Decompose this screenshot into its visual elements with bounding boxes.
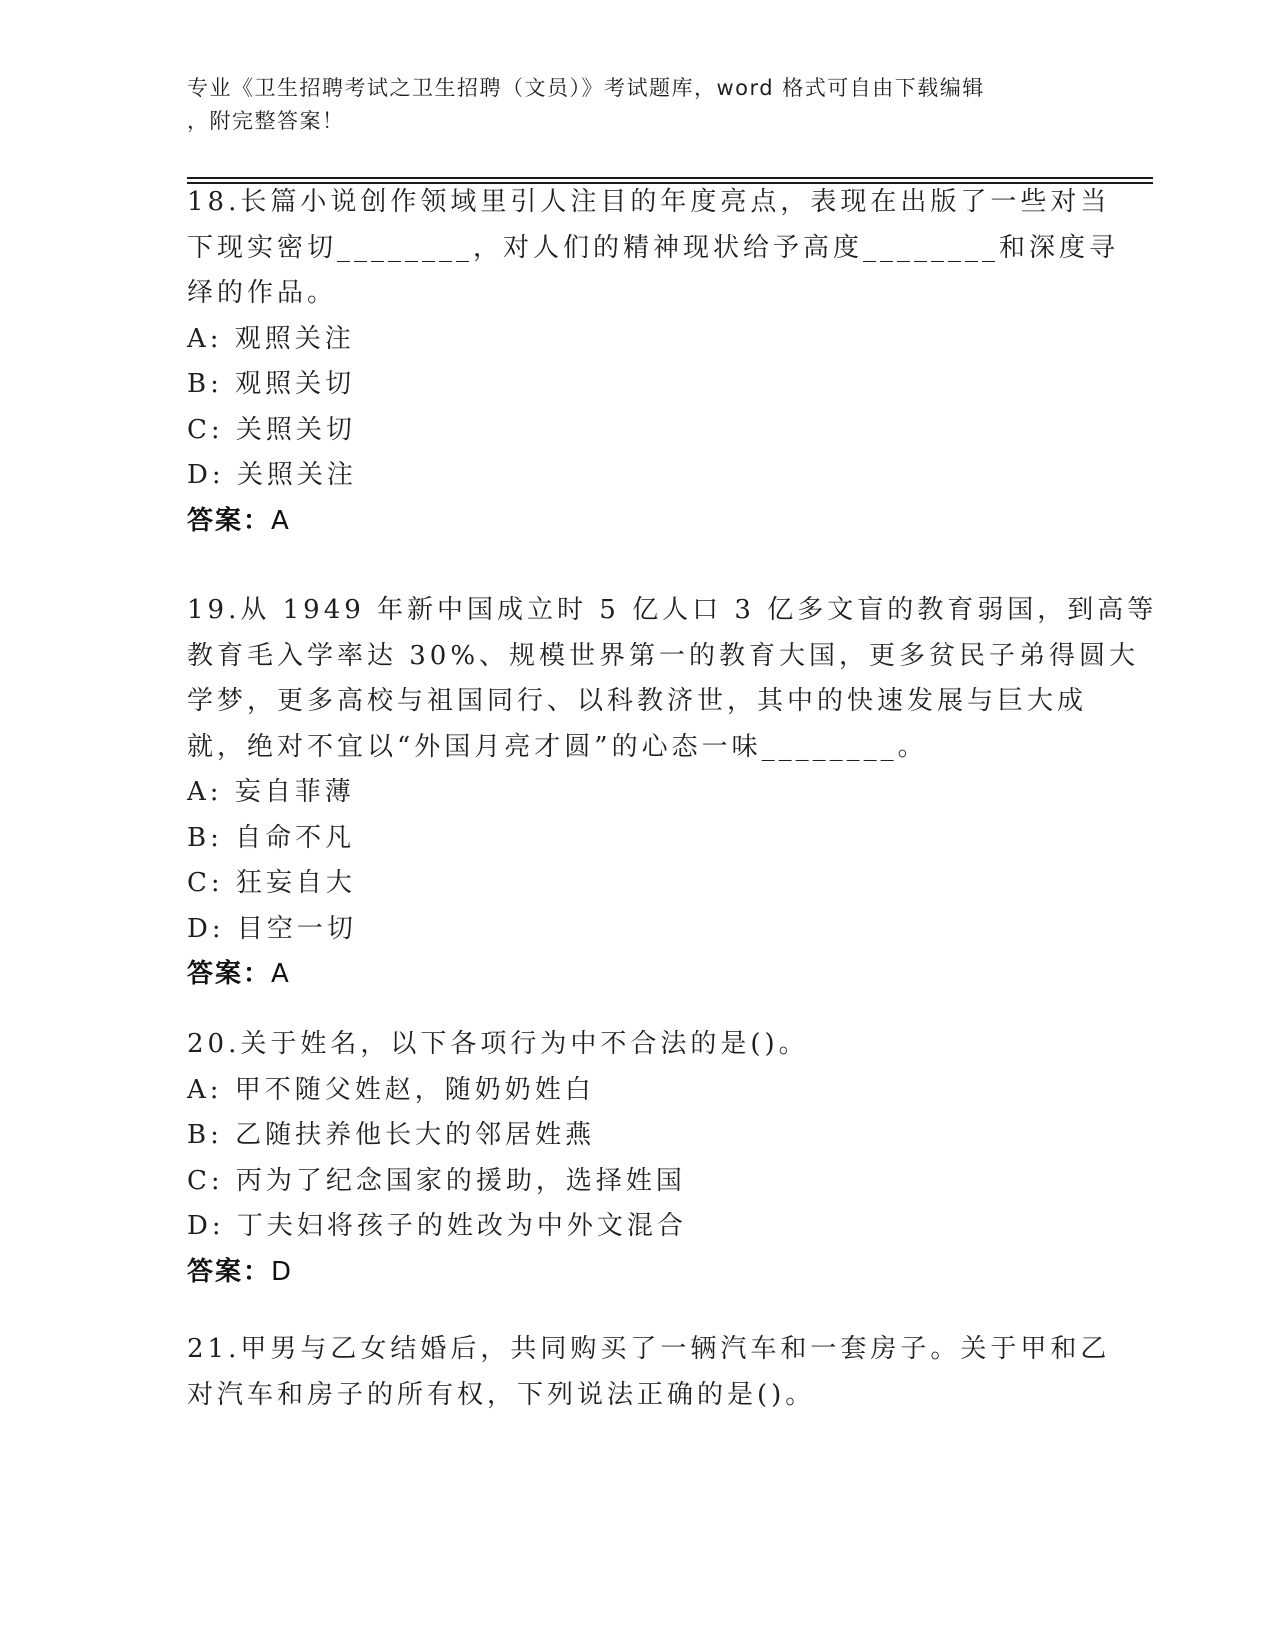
header-divider <box>187 177 1153 179</box>
answer-label: 答案： <box>187 959 272 989</box>
answer-line <box>187 1250 1087 1296</box>
answer-label: 答案： <box>187 505 272 536</box>
question-line: 21.甲男与乙女结婚后，共同购买了一辆汽车和一套房子。关于甲和乙 <box>187 1334 1111 1364</box>
question-line: 学梦，更多高校与祖国同行、以科教济世，其中的快速发展与巨大成 <box>187 686 1088 716</box>
option-d: D: 目空一切 <box>187 913 357 944</box>
question-line: 绎的作品。 <box>187 278 338 308</box>
option-b: B: 乙随扶养他长大的邻居姓燕 <box>187 1120 596 1150</box>
question-line: 教育毛入学率达 30%、规模世界第一的教育大国，更多贫民子弟得圆大 <box>187 640 1140 671</box>
question-line: 就，绝对不宜以“外国月亮才圆”的心态一味________。 <box>187 731 928 762</box>
answer-value: A <box>271 959 291 989</box>
question-18 <box>187 180 1120 544</box>
question-21 <box>187 1327 1111 1418</box>
question-line: 下现实密切________，对人们的精神现状给予高度________和深度寻 <box>187 232 1120 263</box>
option-a: A: 甲不随父姓赵，随奶奶姓白 <box>187 1074 595 1105</box>
question-19 <box>187 588 1158 998</box>
question-text <box>187 588 1158 770</box>
header-line: 专业《卫生招聘考试之卫生招聘（文员）》考试题库，word 格式可自由下载编辑 <box>187 76 985 100</box>
question-20 <box>187 1022 1087 1295</box>
answer-line <box>187 499 1087 545</box>
question-line: 20.关于姓名，以下各项行为中不合法的是()。 <box>187 1029 809 1059</box>
answer-value: A <box>271 505 291 536</box>
question-line: 对汽车和房子的所有权，下列说法正确的是()。 <box>187 1379 816 1410</box>
option-c: C: 狂妄自大 <box>187 868 356 898</box>
option-c: C: 丙为了纪念国家的援助，选择姓国 <box>187 1165 686 1196</box>
option-c: C: 关照关切 <box>187 414 356 445</box>
answer-value: D <box>271 1256 294 1287</box>
option-a: A: 观照关注 <box>187 323 355 354</box>
page-header <box>187 72 1067 138</box>
option-b: B: 观照关切 <box>187 369 356 399</box>
option-b: B: 自命不凡 <box>187 822 356 853</box>
answer-line <box>187 952 1087 998</box>
option-a: A: 妄自菲薄 <box>187 777 355 807</box>
question-text <box>187 1022 1087 1068</box>
option-d: D: 丁夫妇将孩子的姓改为中外文混合 <box>187 1211 687 1241</box>
question-line: 18.长篇小说创作领域里引人注目的年度亮点，表现在出版了一些对当 <box>187 187 1111 217</box>
question-text <box>187 1327 1111 1418</box>
answer-label: 答案： <box>187 1256 272 1287</box>
header-line: ，附完整答案！ <box>187 109 345 133</box>
option-d: D: 关照关注 <box>187 460 357 490</box>
question-text <box>187 180 1120 317</box>
question-line: 19.从 1949 年新中国成立时 5 亿人口 3 亿多文盲的教育弱国，到高等 <box>187 595 1158 625</box>
